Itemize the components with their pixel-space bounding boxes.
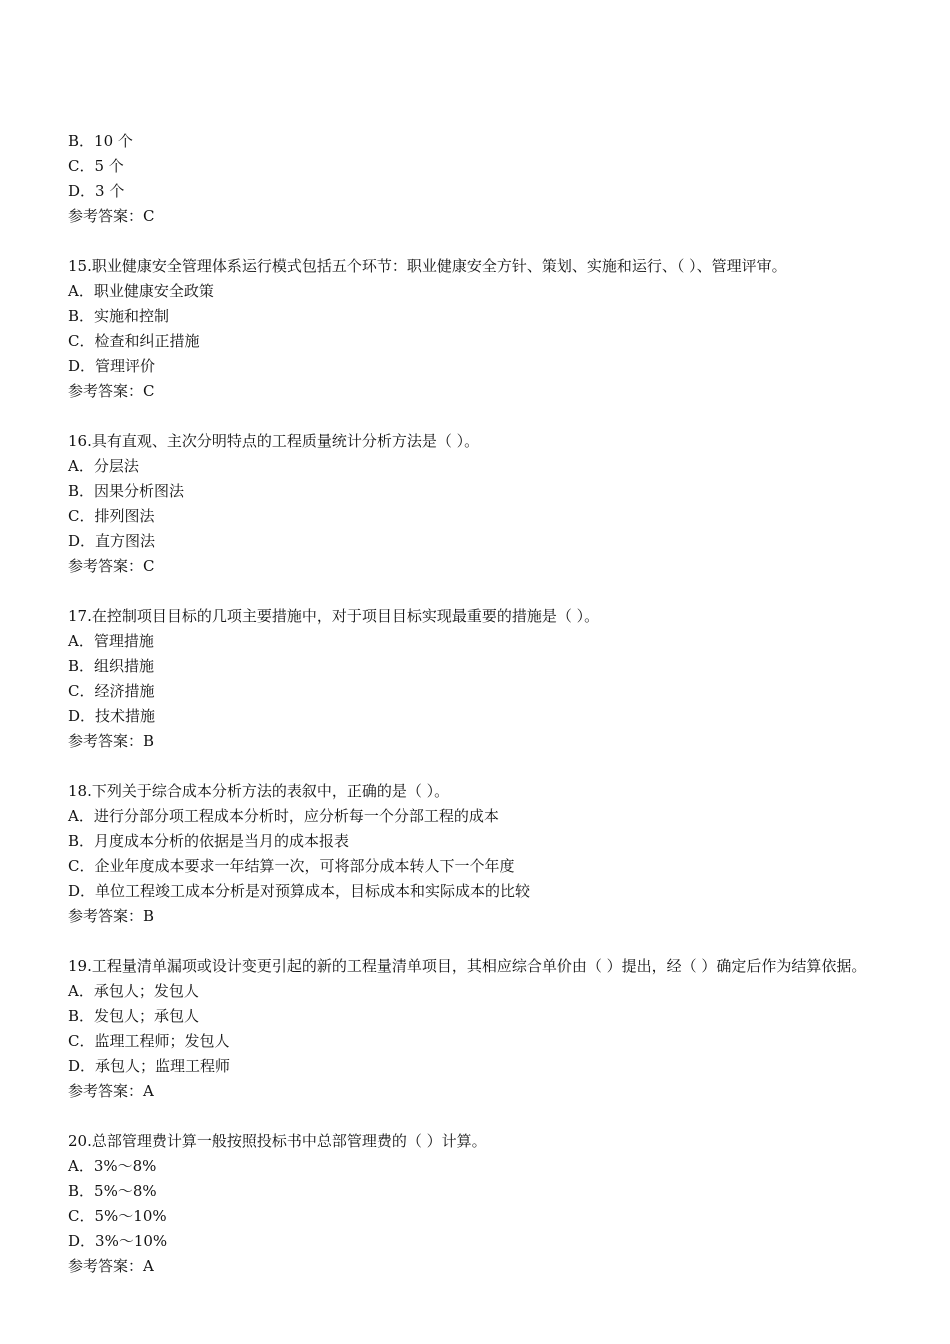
- question-18: [68, 779, 898, 929]
- question-stem: 20.总部管理费计算一般按照投标书中总部管理费的（ ）计算。: [68, 1132, 487, 1150]
- answer-text: 参考答案：A: [68, 1082, 154, 1100]
- option-b: B．因果分析图法: [68, 482, 185, 500]
- option-d: D．直方图法: [68, 532, 156, 550]
- question-16: [68, 429, 898, 579]
- option-a: A．3%～8%: [68, 1157, 157, 1175]
- question-stem: 16.具有直观、主次分明特点的工程质量统计分析方法是（ ）。: [68, 432, 480, 450]
- option-d: D．3 个: [68, 182, 125, 200]
- option-b: B．组织措施: [68, 657, 155, 675]
- option-c: C．企业年度成本要求一年结算一次，可将部分成本转人下一个年度: [68, 857, 515, 875]
- question-20: [68, 1129, 898, 1279]
- question-stem: 15.职业健康安全管理体系运行模式包括五个环节：职业健康安全方针、策划、实施和运行、（ ）、管理评审。: [68, 257, 787, 275]
- option-c: C．监理工程师；发包人: [68, 1032, 230, 1050]
- option-a: A．分层法: [68, 457, 139, 475]
- option-c: C．检查和纠正措施: [68, 332, 200, 350]
- option-c: C．5 个: [68, 157, 124, 175]
- option-b: B．实施和控制: [68, 307, 170, 325]
- answer-text: 参考答案：A: [68, 1257, 154, 1275]
- option-a: A．职业健康安全政策: [68, 282, 214, 300]
- option-c: C．5%～10%: [68, 1207, 167, 1225]
- question-list: [68, 129, 898, 1279]
- option-c: C．经济措施: [68, 682, 155, 700]
- option-b: B．月度成本分析的依据是当月的成本报表: [68, 832, 350, 850]
- question-19: [68, 954, 898, 1104]
- option-a: A．承包人；发包人: [68, 982, 199, 1000]
- answer-text: 参考答案：C: [68, 557, 155, 575]
- option-d: D．技术措施: [68, 707, 156, 725]
- option-d: D．承包人；监理工程师: [68, 1057, 231, 1075]
- option-a: A．进行分部分项工程成本分析时，应分析每一个分部工程的成本: [68, 807, 499, 825]
- answer-text: 参考答案：B: [68, 732, 155, 750]
- option-b: B．5%～8%: [68, 1182, 157, 1200]
- question-block-carryover: [68, 129, 898, 229]
- question-15: [68, 254, 898, 404]
- question-17: [68, 604, 898, 754]
- option-b: B．发包人；承包人: [68, 1007, 200, 1025]
- option-d: D．单位工程竣工成本分析是对预算成本，目标成本和实际成本的比较: [68, 882, 531, 900]
- option-a: A．管理措施: [68, 632, 154, 650]
- option-c: C．排列图法: [68, 507, 155, 525]
- question-stem: 17.在控制项目目标的几项主要措施中，对于项目目标实现最重要的措施是（ ）。: [68, 607, 600, 625]
- question-stem: 19.工程量清单漏项或设计变更引起的新的工程量清单项目，其相应综合单价由（ ）提出，经（ ）确定后作为结算依据。: [68, 957, 867, 975]
- answer-text: 参考答案：C: [68, 382, 155, 400]
- option-d: D．管理评价: [68, 357, 156, 375]
- answer-text: 参考答案：B: [68, 907, 155, 925]
- option-d: D．3%～10%: [68, 1232, 168, 1250]
- question-stem: 18.下列关于综合成本分析方法的表叙中，正确的是（ ）。: [68, 782, 450, 800]
- answer-text: 参考答案：C: [68, 207, 155, 225]
- option-b: B．10 个: [68, 132, 133, 150]
